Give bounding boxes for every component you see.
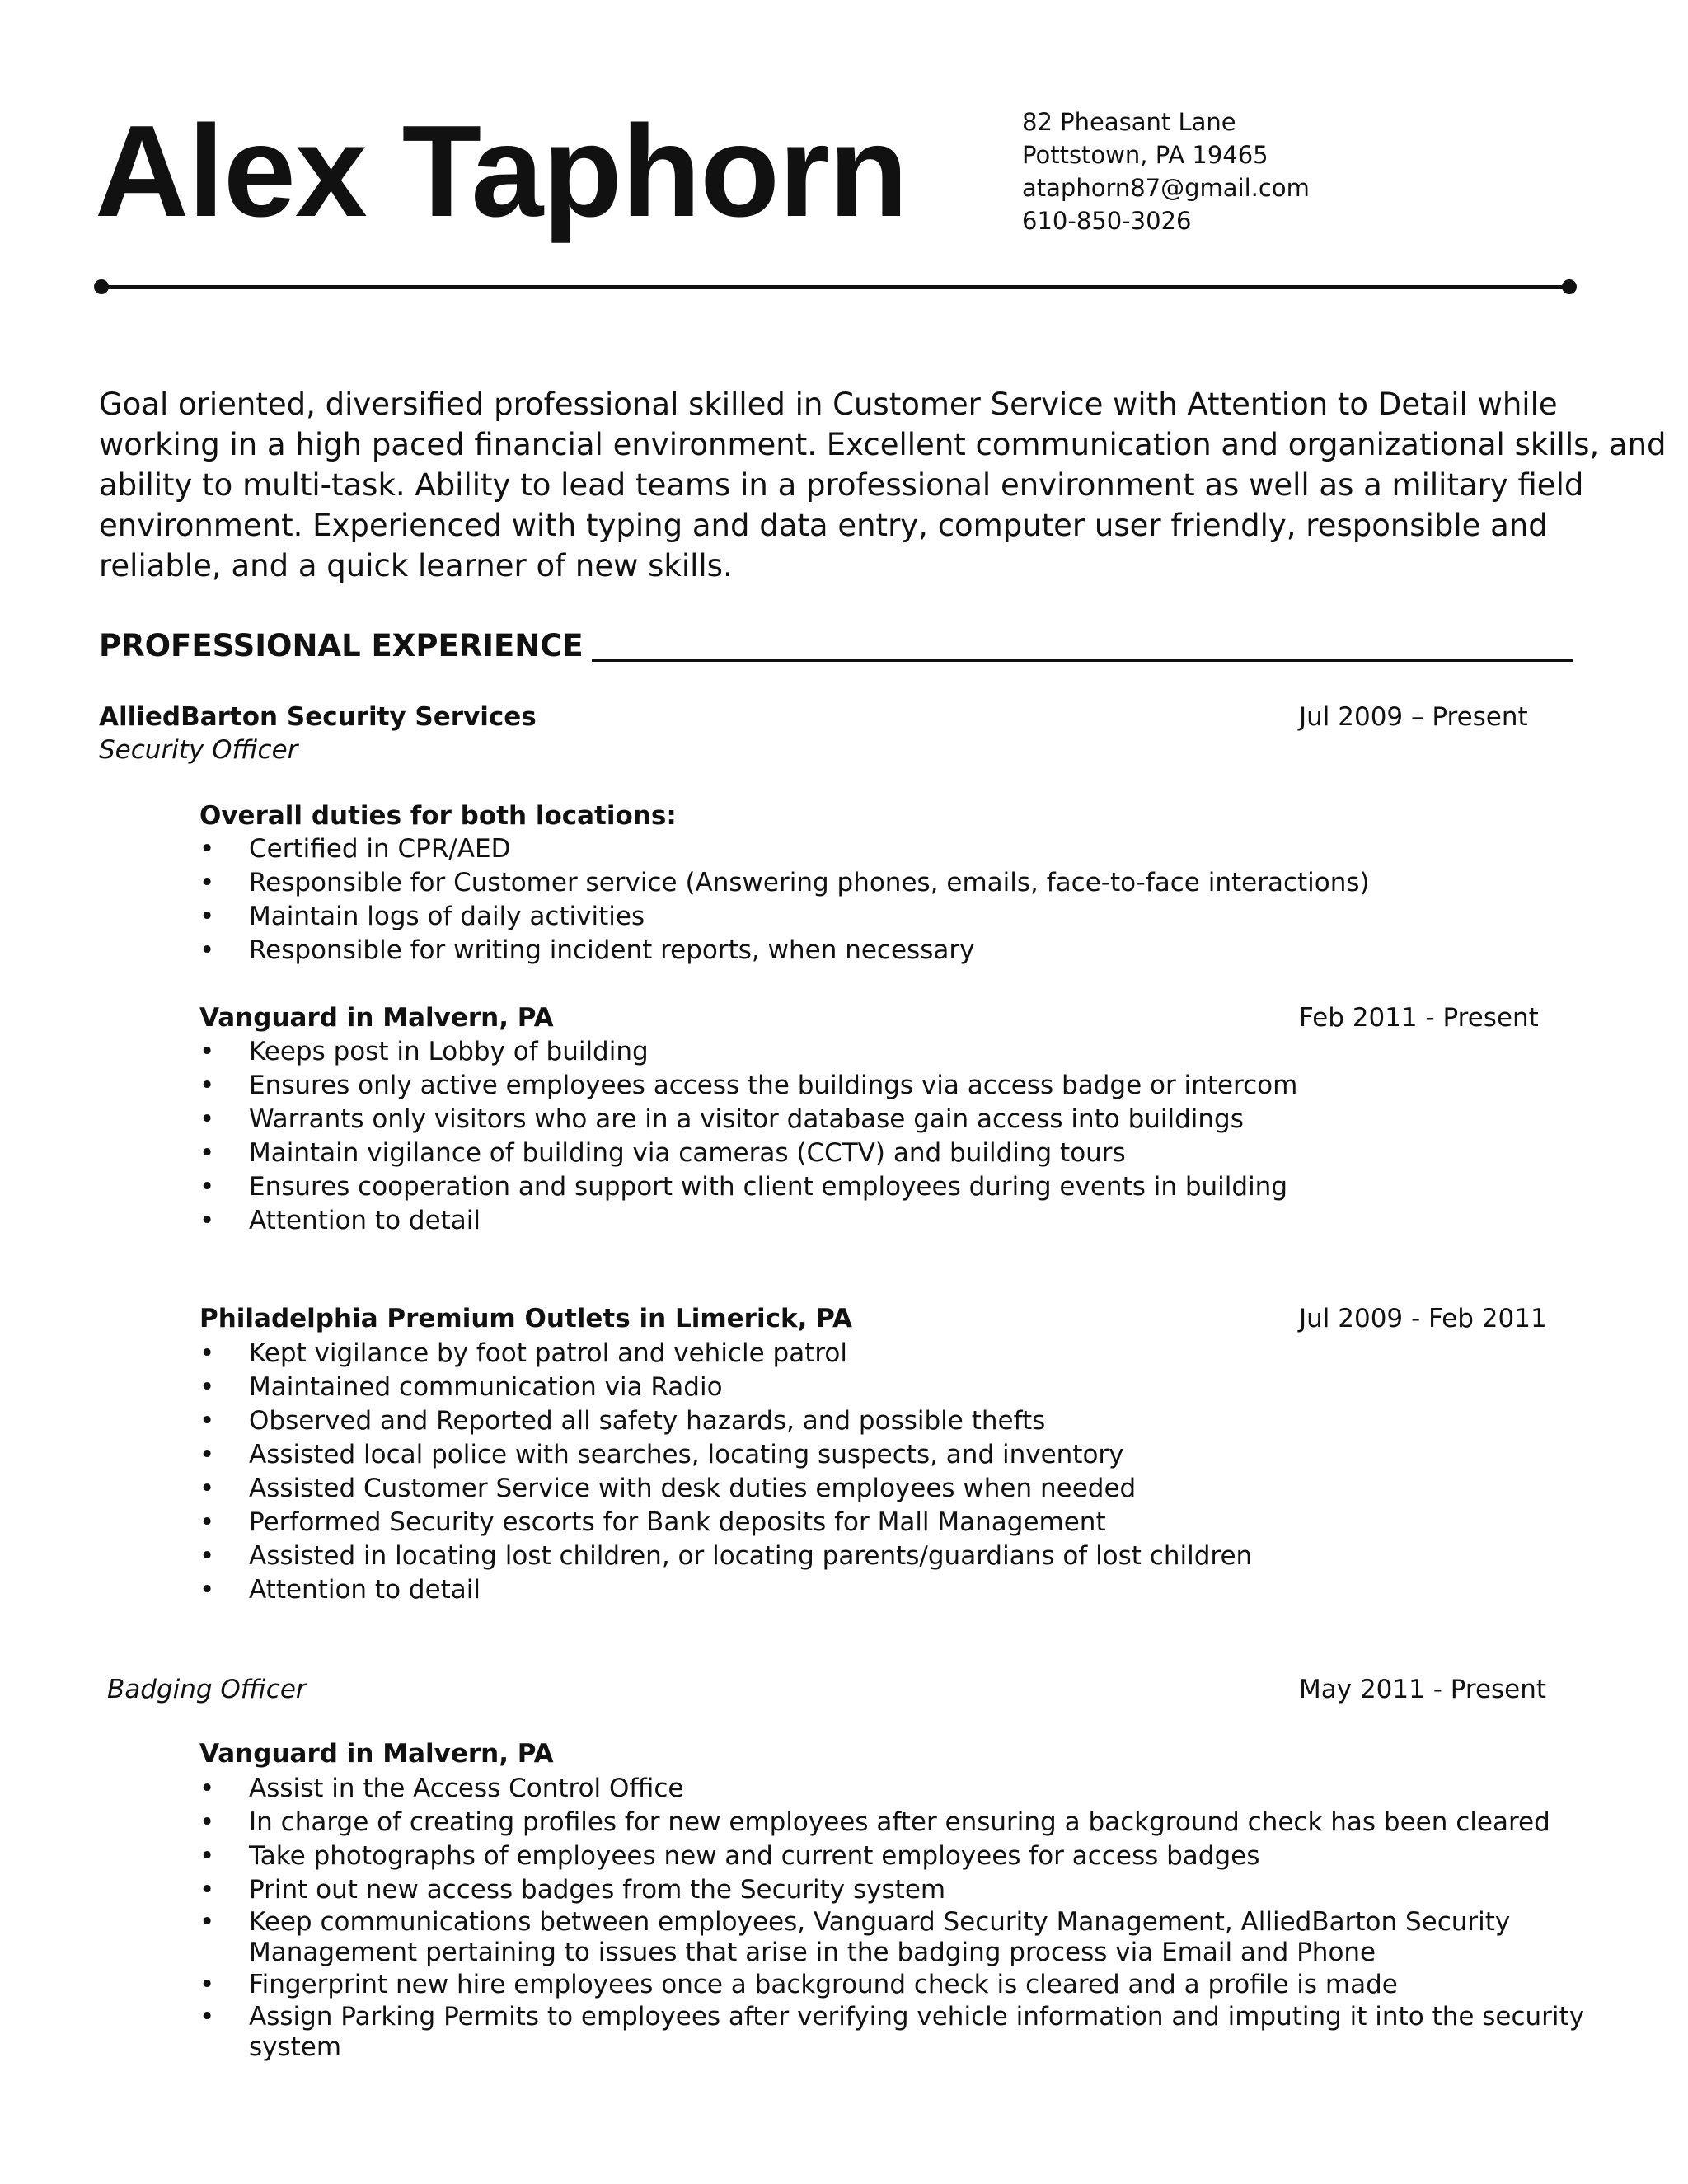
list-item: • Ensures only active employees access the buildings via access badge or intercom [199,1069,1297,1103]
list-item: • Ensures cooperation and support with client employees during events in building [199,1170,1297,1204]
contact-city: Pottstown, PA 19465 [1022,141,1268,169]
list-item: • Assisted in locating lost children, or locating parents/guardians of lost children [199,1540,1252,1573]
list-item: • Warrants only visitors who are in a visitor database gain access into buildings [199,1103,1297,1137]
list-item: • Kept vigilance by foot patrol and vehicle patrol [199,1337,1252,1371]
list-item: • Maintained communication via Radio [199,1371,1252,1404]
employment-dates: Jul 2009 – Present [1299,702,1528,732]
vanguard-location-heading: Vanguard in Malvern, PA [199,1003,554,1033]
badging-duties-list [199,1772,1584,2063]
list-item-continuation: system [249,2032,342,2062]
outlets-location-heading: Philadelphia Premium Outlets in Limerick, PA [199,1304,853,1333]
list-item: • Assisted local police with searches, locating suspects, and inventory [199,1438,1252,1472]
list-item: • Keeps post in Lobby of building [199,1035,1297,1069]
section-heading-experience: PROFESSIONAL EXPERIENCE [99,628,584,663]
list-item: • Print out new access badges from the Security system [199,1873,1584,1907]
divider-end-dot-left [94,279,109,294]
summary-line: ability to multi-task. Ability to lead teams in a professional environment as well as a military field [99,467,1584,503]
list-item-text: Assign Parking Permits to employees after verifying vehicle information and imputing it into the security [249,2002,1585,2032]
job-title: Security Officer [99,735,298,765]
overall-duties-heading: Overall duties for both locations: [199,801,677,831]
list-item: • Assisted Customer Service with desk duties employees when needed [199,1472,1252,1506]
list-item [199,1907,1584,1968]
summary-line: reliable, and a quick learner of new skills. [99,548,733,583]
employer-name: AlliedBarton Security Services [99,702,537,732]
list-item: • Assist in the Access Control Office [199,1772,1584,1806]
summary-line: working in a high paced financial environment. Excellent communication and organizational skills, and [99,427,1667,462]
contact-email: ataphorn87@gmail.com [1022,174,1310,202]
section-underline [592,659,1573,662]
contact-address: 82 Pheasant Lane [1022,108,1236,136]
professional-summary [99,384,1667,586]
outlets-dates: Jul 2009 - Feb 2011 [1299,1304,1547,1333]
badging-location-heading: Vanguard in Malvern, PA [199,1739,554,1769]
vanguard-duties-list [199,1035,1297,1238]
summary-line: environment. Experienced with typing and data entry, computer user friendly, responsible and [99,508,1548,543]
contact-block [1022,105,1310,237]
contact-phone: 610-850-3026 [1022,207,1192,235]
list-item: • Maintain vigilance of building via cameras (CCTV) and building tours [199,1137,1297,1170]
divider-end-dot-right [1562,279,1577,294]
header-divider [101,285,1569,289]
list-item: • Responsible for Customer service (Answering phones, emails, face-to-face interactions) [199,866,1370,900]
outlets-duties-list [199,1337,1252,1607]
badging-dates: May 2011 - Present [1299,1675,1547,1704]
list-item: • Attention to detail [199,1204,1297,1238]
summary-line: Goal oriented, diversified professional skilled in Customer Service with Attention to Detail while [99,387,1558,422]
list-item: • Certified in CPR/AED [199,832,1370,866]
badging-job-title: Badging Officer [107,1675,307,1704]
list-item: • Maintain logs of daily activities [199,900,1370,934]
list-item: • Fingerprint new hire employees once a background check is cleared and a profile is made [199,1968,1584,2002]
list-item-continuation: Management pertaining to issues that arise in the badging process via Email and Phone [249,1938,1376,1967]
list-item: • Responsible for writing incident reports, when necessary [199,934,1370,968]
list-item: • Performed Security escorts for Bank deposits for Mall Management [199,1506,1252,1540]
vanguard-dates: Feb 2011 - Present [1299,1003,1539,1033]
list-item-text: Keep communications between employees, Vanguard Security Management, AlliedBarton Security [249,1907,1511,1937]
list-item [199,2002,1584,2063]
list-item: • Take photographs of employees new and current employees for access badges [199,1840,1584,1873]
overall-duties-list [199,832,1370,968]
list-item: • Attention to detail [199,1573,1252,1607]
candidate-name: Alex Taphorn [95,99,907,244]
list-item: • Observed and Reported all safety hazards, and possible thefts [199,1404,1252,1438]
list-item: • In charge of creating profiles for new employees after ensuring a background check has been cleared [199,1806,1584,1840]
